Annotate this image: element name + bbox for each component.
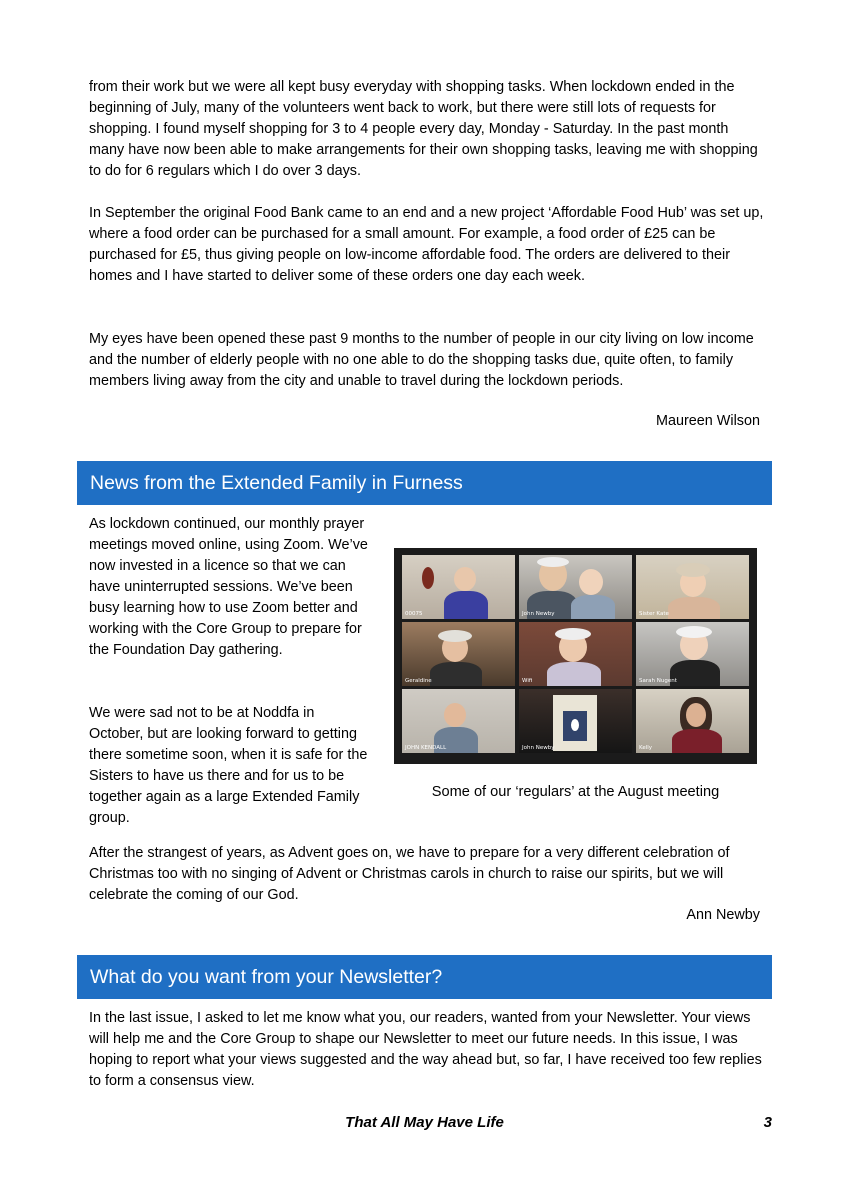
furness-paragraph-2: We were sad not to be at Noddfa in October, but are looking forward to getting there sometime soon, when it is safe for the Sisters to have us there and for us to be together again as a large Extended Family group. — [89, 705, 368, 826]
page-number: 3 — [763, 1114, 772, 1131]
participant-tile — [636, 622, 749, 686]
participant-tile — [519, 622, 632, 686]
participant-tile — [402, 689, 515, 753]
participant-name: Sister Kate — [639, 611, 669, 617]
participant-name: Kelly — [639, 745, 653, 751]
photo-caption: Some of our ‘regulars’ at the August meeting — [431, 784, 720, 800]
participant-tile — [519, 689, 632, 753]
participant-name: Wifi — [522, 678, 533, 684]
participant-name: Sarah Nugent — [639, 678, 677, 684]
participant-name: 00075 — [405, 611, 423, 617]
footer-title: That All May Have Life — [345, 1114, 504, 1131]
signature-ann: Ann Newby — [686, 907, 760, 923]
participant-tile — [519, 555, 632, 619]
section-banner-furness — [77, 461, 772, 505]
participant-tile — [636, 689, 749, 753]
participant-name: John Newby — [522, 611, 555, 617]
participant-tile-active-speaker — [402, 622, 515, 686]
participant-name: JOHN KENDALL — [405, 745, 447, 751]
newsletter-paragraph: In the last issue, I asked to let me know what you, our readers, wanted from your Newsletter. Your views will help me and the Core Group to shape our Newsletter to meet our future needs. In this issue, I was hoping to report what your views suggested and the way ahead but, so far, I have received too few replies to form a consensus view. — [89, 1010, 762, 1089]
participant-name: Geraldine — [405, 678, 432, 684]
section-heading-newsletter: What do you want from your Newsletter? — [90, 966, 443, 988]
intro-paragraph-3: My eyes have been opened these past 9 months to the number of people in our city living on low income and the number of elderly people with no one able to do the shopping tasks due, quite often, to family members living away from the city and unable to travel during the lockdown periods. — [89, 331, 754, 389]
intro-paragraph-1: from their work but we were all kept busy everyday with shopping tasks. When lockdown ended in the beginning of July, many of the volunteers went back to work, but there were still lots of requests for shopping. I found myself shopping for 3 to 4 people every day, Monday - Saturday. In the past month many have now been able to make arrangements for their own shopping tasks, leaving me with shopping to do for 6 regulars which I do over 3 days. — [89, 79, 758, 179]
furness-paragraph-1: As lockdown continued, our monthly prayer meetings moved online, using Zoom. We’ve now invested in a licence so that we can have uninterrupted sessions. We’ve been busy learning how to use Zoom better and working with the Core Group to prepare for the Foundation Day gathering. — [89, 516, 368, 658]
participant-tile — [636, 555, 749, 619]
section-heading-furness: News from the Extended Family in Furness — [90, 472, 463, 494]
zoom-meeting-photo — [394, 548, 757, 764]
participant-tile — [402, 555, 515, 619]
signature-maureen: Maureen Wilson — [656, 413, 760, 429]
participant-name: John Newby — [522, 745, 555, 751]
section-banner-newsletter — [77, 955, 772, 999]
intro-paragraph-2: In September the original Food Bank came to an end and a new project ‘Affordable Food Hub’ was set up, where a food order can be purchased for a small amount. For example, a food order of £25 can be purchased for £5, thus giving people on low-income affordable food. The orders are delivered to their homes and I have started to deliver some of these orders one day each week. — [89, 205, 764, 284]
furness-closing-paragraph: After the strangest of years, as Advent goes on, we have to prepare for a very different celebration of Christmas too with no singing of Advent or Christmas carols in church to raise our spirits, but we will celebrate the coming of our God. — [89, 845, 730, 903]
